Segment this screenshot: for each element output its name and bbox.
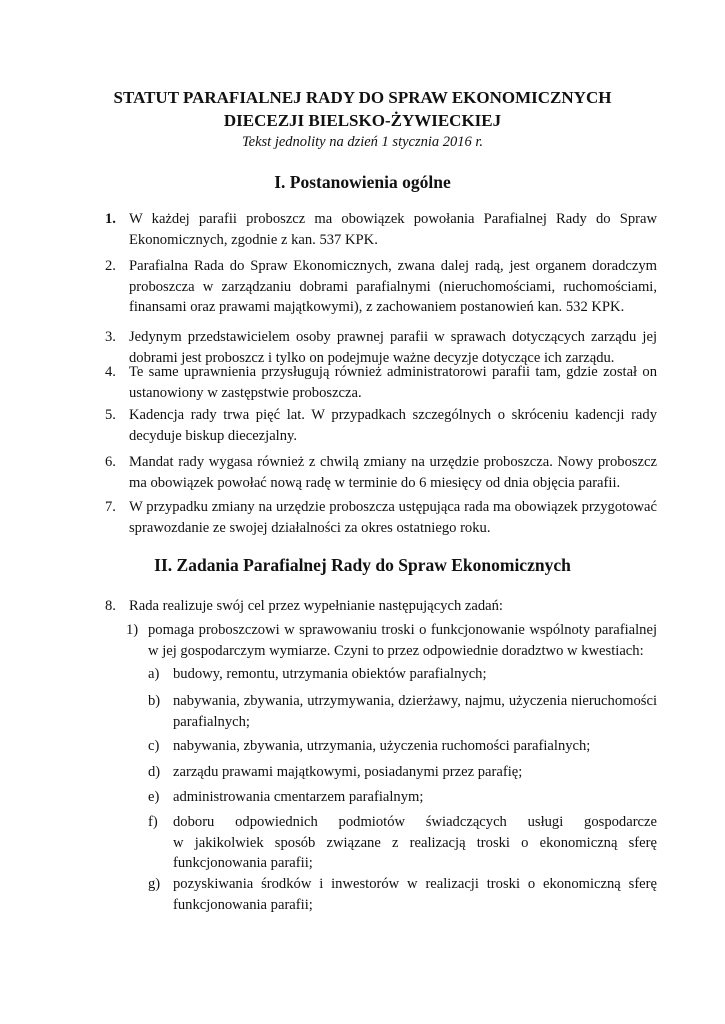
section-2-letter-item-line: doboru odpowiednich podmiotów świadczących usługi gospodarcze [173,814,657,830]
section-1-item-number: 1. [105,211,116,227]
section-2-letter-item-number: b) [148,693,161,709]
section-2-item-8-number: 8. [105,598,116,614]
section-1-item-line: Ekonomicznych, zgodnie z kan. 537 KPK. [129,231,378,248]
section-1-item-text [129,256,657,318]
section-1-item-text [129,452,657,493]
section-2-letter-item-text [173,762,657,783]
section-2-letter-item-number: a) [148,666,160,682]
section-2-letter-item-line: funkcjonowania parafii; [173,896,313,913]
document-title-line2: DIECEZJI BIELSKO-ŻYWIECKIEJ [223,111,502,130]
section-2-letter-item-line: budowy, remontu, utrzymania obiektów parafialnych; [173,666,487,682]
section-2-letter-item-line: administrowania cmentarzem parafialnym; [173,789,424,805]
section-1-item-text [129,405,657,446]
section-1-heading: I. Postanowienia ogólne [274,172,451,192]
section-1-item-number: 7. [105,499,116,515]
section-2-letter-item-number: g) [148,876,161,892]
section-1-item-text [129,209,657,250]
section-2-letter-item-line: parafialnych; [173,713,250,730]
section-2-letter-item-number: d) [148,764,161,780]
section-1-item-line: W każdej parafii proboszcz ma obowiązek powołania Parafialnej Rady do Spraw [129,211,657,227]
section-2-sub-1-number: 1) [126,622,139,638]
section-1-item-number: 5. [105,407,116,423]
section-1-item-number: 4. [105,364,116,380]
section-1-item-text [129,362,657,403]
section-2-letter-item-line: pozyskiwania środków i inwestorów w realizacji troski o ekonomiczną sferę [173,876,657,892]
section-1-item-line: Parafialna Rada do Spraw Ekonomicznych, zwana dalej radą, jest organem doradczym [129,258,657,274]
section-1-item-text [129,497,657,538]
section-1-item-line: dobrami jest proboszcz i tylko on podejmuje ważne decyzje dotyczące ich zarządu. [129,349,615,366]
section-1-item-line: Mandat rady wygasa również z chwilą zmiany na urzędzie proboszcza. Nowy proboszcz [129,454,657,470]
section-2-heading: II. Zadania Parafialnej Rady do Spraw Ekonomicznych [154,555,571,575]
section-2-sub-1-line: pomaga proboszczowi w sprawowaniu troski o funkcjonowanie wspólnoty parafialnej [148,622,657,638]
section-2-letter-item-number: c) [148,738,160,754]
section-2-letter-item-text [173,874,657,915]
section-1-item-number: 2. [105,258,116,274]
section-1-item-number: 6. [105,454,116,470]
section-2-letter-item-text [173,664,657,685]
section-2-letter-item-line: nabywania, zbywania, utrzymywania, dzierżawy, najmu, użyczenia nieruchomości [173,693,657,709]
section-2-letter-item-line: funkcjonowania parafii; [173,855,313,871]
section-2-letter-item-number: f) [148,814,158,830]
section-2-letter-item-line: w jakikolwiek sposób związane z realizacją troski o ekonomiczną sferę [173,834,657,851]
section-1-item-line: ustanowiony w zastępstwie proboszcza. [129,384,362,401]
section-1-item-number: 3. [105,329,116,345]
section-2-letter-item-line: nabywania, zbywania, utrzymania, użyczenia ruchomości parafialnych; [173,738,591,754]
section-2-letter-item-text [173,736,657,757]
section-2-item-8-line: Rada realizuje swój cel przez wypełnianie następujących zadań: [129,598,503,614]
section-1-item-line: Te same uprawnienia przysługują również administratorowi parafii tam, gdzie został on [129,364,657,380]
section-1-item-line: Kadencja rady trwa pięć lat. W przypadkach szczególnych o skróceniu kadencji rady [129,407,657,423]
document-subtitle: Tekst jednolity na dzień 1 stycznia 2016 r. [241,134,484,150]
section-2-letter-item-text [173,691,657,732]
section-2-letter-item-line: zarządu prawami majątkowymi, posiadanymi przez parafię; [173,764,523,780]
section-2-item-8-text [129,596,657,617]
section-2-letter-item-text [173,787,657,808]
section-1-item-line: Jedynym przedstawicielem osoby prawnej parafii w sprawach dotyczących zarządu jej [129,329,657,345]
section-1-item-line: W przypadku zmiany na urzędzie proboszcza ustępująca rada ma obowiązek przygotować [129,499,657,515]
section-2-letter-item-text [173,812,657,874]
section-1-item-line: sprawozdanie ze swojej działalności za okres ostatniego roku. [129,519,491,536]
section-1-item-line: proboszcza w zarządzaniu dobrami parafialnymi (nieruchomościami, ruchomościami, [129,278,657,295]
document-title-line1: STATUT PARAFIALNEJ RADY DO SPRAW EKONOMICZNYCH [113,88,612,107]
section-1-item-line: ma obowiązek powołać nową radę w terminie do 6 miesięcy od dnia objęcia parafii. [129,474,621,491]
section-2-sub-1-text [148,620,657,661]
section-1-item-line: finansami oraz prawami majątkowymi), z zachowaniem postanowień kan. 532 KPK. [129,299,625,315]
section-2-sub-1-line: w jej gospodarczym wymiarze. Czyni to przez odpowiednie doradztwo w kwestiach: [148,642,644,659]
section-1-item-line: decyduje biskup diecezjalny. [129,427,298,444]
section-2-letter-item-number: e) [148,789,160,805]
